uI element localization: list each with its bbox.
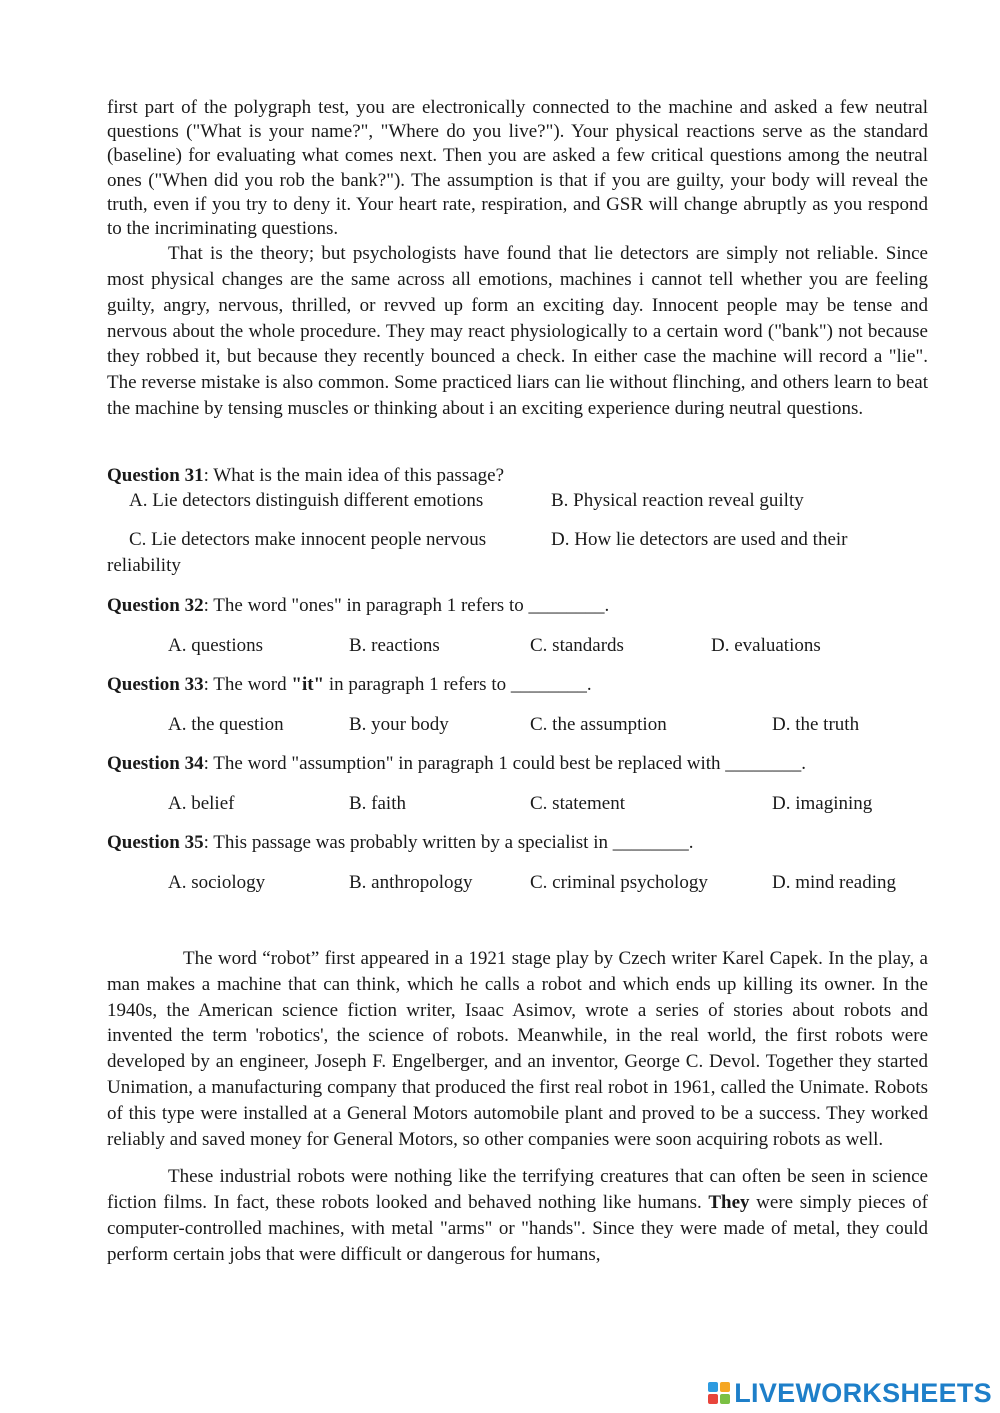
question-32-label: Question 32 xyxy=(107,595,204,616)
liveworksheets-logo-text: LIVEWORKSHEETS xyxy=(734,1377,992,1408)
liveworksheets-logo[interactable] xyxy=(708,1377,992,1409)
question-34-option-a[interactable]: A. belief xyxy=(168,793,235,814)
question-35 xyxy=(107,831,693,855)
question-33-keyword: "it" xyxy=(291,674,325,695)
question-33-text-pre: : The word xyxy=(203,674,292,695)
question-31-option-d-continued: reliability xyxy=(107,555,181,576)
question-31-label: Question 31 xyxy=(107,465,204,486)
question-33-option-b[interactable]: B. your body xyxy=(349,714,449,735)
question-32-option-b[interactable]: B. reactions xyxy=(349,635,440,656)
question-31 xyxy=(107,464,504,488)
question-32-options xyxy=(168,634,928,658)
question-32-option-a[interactable]: A. questions xyxy=(168,635,263,656)
question-33 xyxy=(107,673,592,697)
question-34 xyxy=(107,752,806,776)
question-32-option-d[interactable]: D. evaluations xyxy=(711,635,821,656)
question-33-option-c[interactable]: C. the assumption xyxy=(530,714,667,735)
question-35-option-c[interactable]: C. criminal psychology xyxy=(530,872,708,893)
robots-paragraph-2-keyword: They xyxy=(708,1192,750,1214)
question-31-text: : What is the main idea of this passage? xyxy=(203,465,505,486)
robots-paragraph-1: The word “robot” first appeared in a 1921 stage play by Czech writer Karel Capek. In the play, a man makes a machine that can think, which he calls a robot and which ends up killing its owner. In the 1940s, the American science fiction writer, Isaac Asimov, wrote a series of stories about robots and invented the term 'robotics', the science of robots. Meanwhile, in the real world, the first robots were developed by an engineer, Joseph F. Engelberger, and an inventor, George C. Devol. Together they started Unimation, a manufacturing company that produced the first real robot in 1961, called the Unimate. Robots of this type were installed at a General Motors automobile plant and proved to be a success. They worked reliably and saved money for General Motors, so other companies were soon acquiring robots as well. xyxy=(107,948,928,1150)
robots-paragraph-2-pre: These industrial robots were nothing like the terrifying creatures that can often be seen in science fiction films. In fact, these robots looked and behaved nothing like humans. xyxy=(107,1166,928,1214)
worksheet-page xyxy=(107,96,928,1265)
passage-paragraph-2: That is the theory; but psychologists have found that lie detectors are simply not reliable. Since most physical changes are the same across all emotions, machines i cannot tell whether you are feeling guilty, angry, nervous, thrilled, or revved up form an exciting day. Innocent people may be tense and nervous about the whole procedure. They may react physiologically to a certain word ("bank") not because they robbed it, but because they recently bounced a check. In either case the machine will record a "lie". The reverse mistake is also common. Some practiced liars can lie without flinching, and others learn to beat the machine by tensing muscles or thinking about i an exciting experience during neutral questions. xyxy=(107,243,928,419)
question-35-option-a[interactable]: A. sociology xyxy=(168,872,266,893)
question-35-option-b[interactable]: B. anthropology xyxy=(349,872,473,893)
question-35-text: : This passage was probably written by a specialist in ________. xyxy=(203,832,694,853)
robots-paragraph-2-post: were simply pieces of computer-controlled machines, with metal "arms" or "hands". Since they were made of metal, they could perform certain jobs that were difficult or dangerous for humans, xyxy=(107,1192,928,1265)
question-34-option-d[interactable]: D. imagining xyxy=(772,793,873,814)
robots-passage xyxy=(107,946,928,1268)
question-33-label: Question 33 xyxy=(107,674,204,695)
question-35-label: Question 35 xyxy=(107,832,204,853)
passage-paragraph-1: first part of the polygraph test, you are electronically connected to the machine and asked a few neutral questions ("What is your name?", "Where do you live?"). Your physical reactions serve as the standard (baseline) for evaluating what comes next. Then you are asked a few critical questions among the neutral ones ("When did you rob the bank?"). The assumption is that if you are guilty, your body will reveal the truth, even if you try to deny it. Your heart rate, respiration, and GSR will change abruptly as you respond to the incriminating questions. xyxy=(107,97,928,240)
question-32-option-c[interactable]: C. standards xyxy=(530,635,624,656)
question-31-option-a[interactable]: A. Lie detectors distinguish different emotions xyxy=(129,490,484,511)
question-31-options-cd xyxy=(107,528,928,576)
question-31-option-b[interactable]: B. Physical reaction reveal guilty xyxy=(551,490,804,511)
question-33-options xyxy=(168,713,928,737)
robots-paragraph-2 xyxy=(107,1164,928,1267)
question-33-option-d[interactable]: D. the truth xyxy=(772,714,860,735)
question-32 xyxy=(107,594,609,618)
question-34-option-b[interactable]: B. faith xyxy=(349,793,406,814)
liveworksheets-logo-icon xyxy=(708,1382,730,1404)
question-35-option-d[interactable]: D. mind reading xyxy=(772,872,897,893)
question-34-text: : The word "assumption" in paragraph 1 could best be replaced with ________. xyxy=(203,753,807,774)
question-33-text-post: in paragraph 1 refers to ________. xyxy=(324,674,592,695)
question-34-options xyxy=(168,792,928,816)
question-35-options xyxy=(168,871,928,895)
question-33-option-a[interactable]: A. the question xyxy=(168,714,284,735)
question-34-option-c[interactable]: C. statement xyxy=(530,793,625,814)
question-34-label: Question 34 xyxy=(107,753,204,774)
question-32-text: : The word "ones" in paragraph 1 refers to ________. xyxy=(203,595,610,616)
question-31-option-c[interactable]: C. Lie detectors make innocent people nervous xyxy=(129,529,487,550)
question-31-option-d[interactable]: D. How lie detectors are used and their xyxy=(551,529,848,550)
